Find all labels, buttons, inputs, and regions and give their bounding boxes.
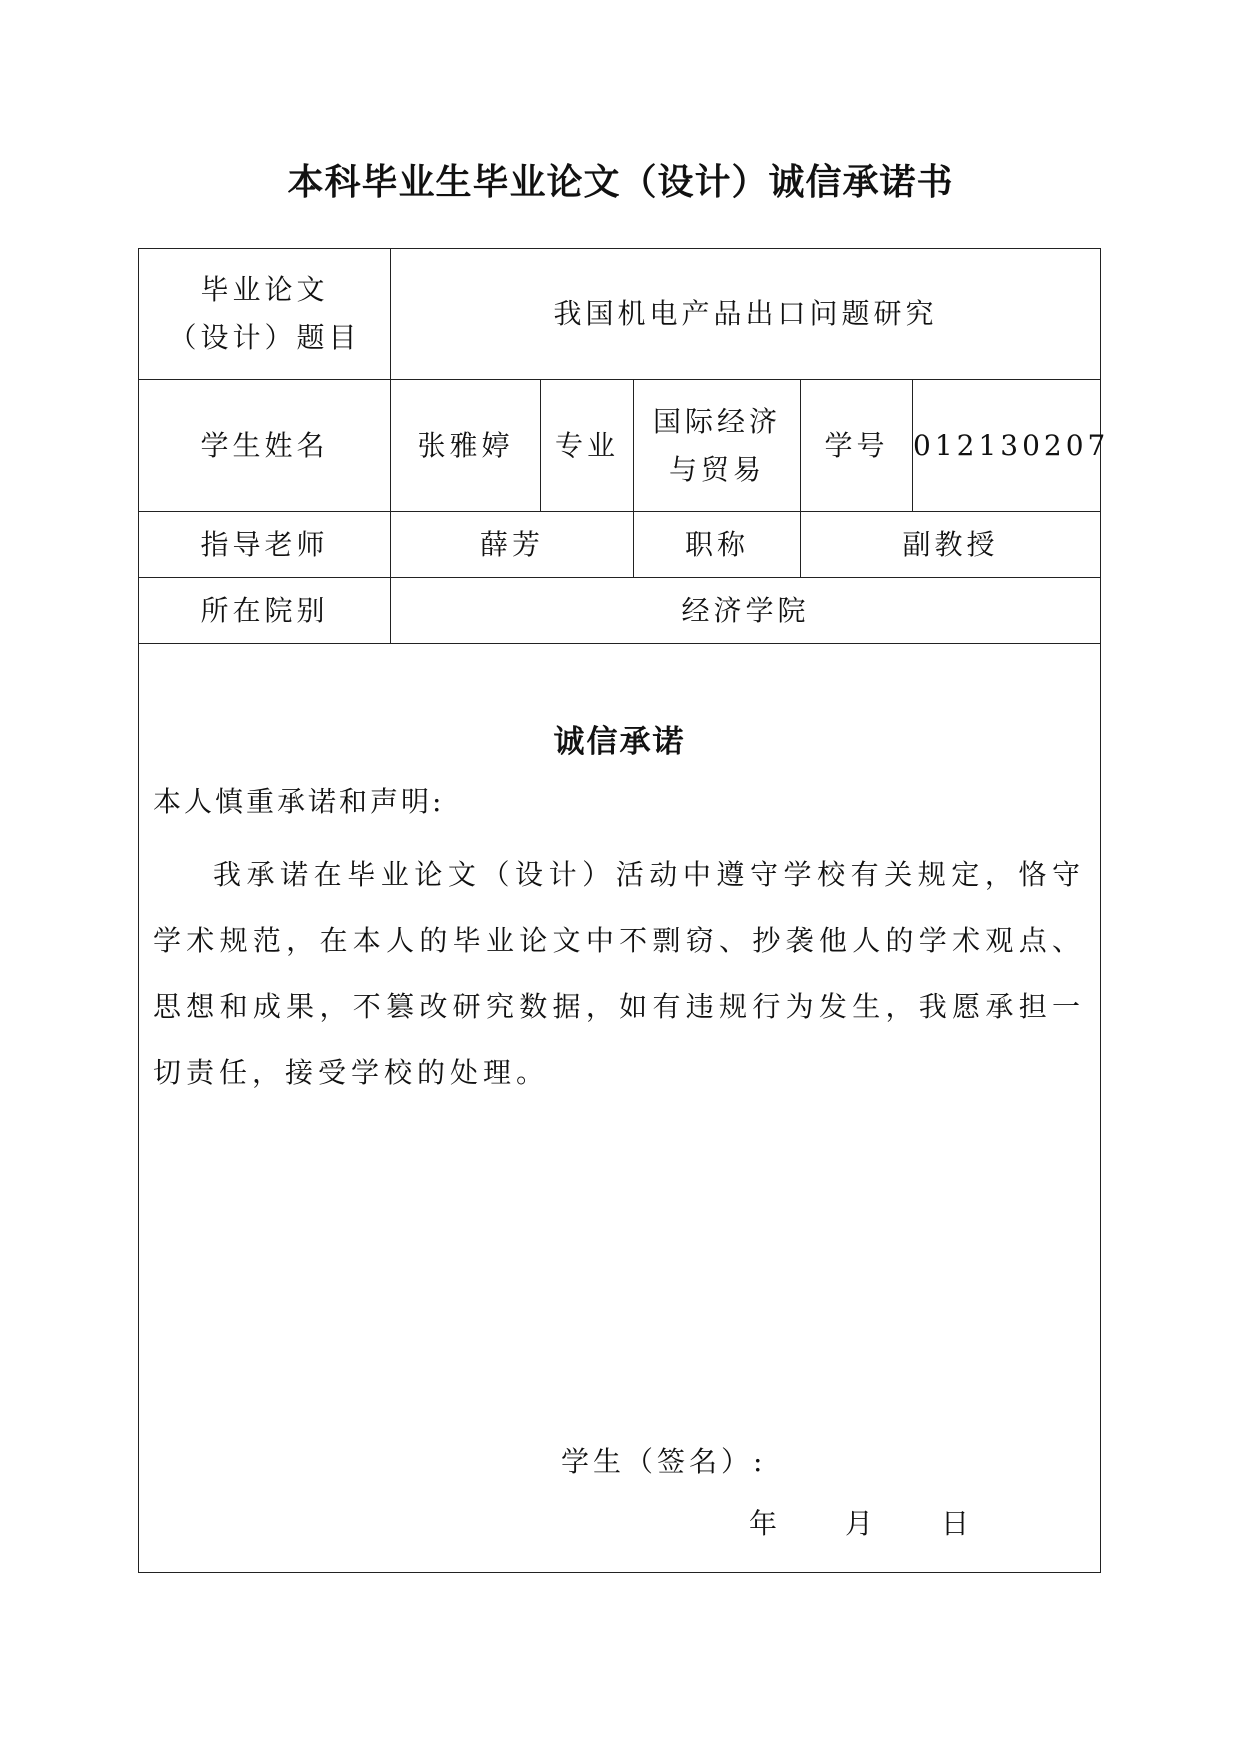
advisor-row [139, 512, 1101, 578]
rank-label: 职称 [634, 512, 801, 578]
major-value-cell [634, 380, 801, 512]
pledge-intro: 本人慎重承诺和声明: [153, 785, 445, 818]
document-title: 本科毕业生毕业论文（设计）诚信承诺书 [287, 162, 954, 203]
signature-label: 学生（签名）: [561, 1445, 767, 1478]
thesis-title-label-line1: 毕业论文 [200, 273, 329, 307]
advisor-label: 指导老师 [139, 512, 391, 578]
student-id-value: 012130207 [913, 380, 1101, 512]
info-table [138, 248, 1110, 1573]
thesis-title-value: 我国机电产品出口问题研究 [391, 249, 1101, 380]
thesis-title-label-line2: （设计）题目 [168, 321, 361, 354]
college-label: 所在院别 [139, 578, 391, 644]
pledge-box [139, 644, 1100, 1572]
date-year-label: 年 [749, 1507, 782, 1540]
pledge-heading: 诚信承诺 [553, 724, 686, 760]
major-value-line2: 与贸易 [668, 452, 765, 486]
date-month-label: 月 [845, 1507, 878, 1540]
pledge-cell [139, 644, 1101, 1573]
major-label: 专业 [541, 380, 634, 512]
pledge-body: 我承诺在毕业论文（设计）活动中遵守学校有关规定，恪守学术规范，在本人的毕业论文中不剽窃、抄袭他人的学术观点、思想和成果，不篡改研究数据，如有违规行为发生，我愿承担一切责任，接受学校的处理。 [153, 858, 1085, 1089]
thesis-title-label-cell [139, 249, 391, 380]
college-value: 经济学院 [391, 578, 1101, 644]
college-row [139, 578, 1101, 644]
student-id-label: 学号 [801, 380, 913, 512]
rank-value: 副教授 [801, 512, 1101, 578]
pledge-row [139, 644, 1101, 1573]
date-line [749, 1500, 973, 1548]
thesis-title-row [139, 249, 1101, 380]
advisor-value: 薛芳 [391, 512, 634, 578]
student-name-label: 学生姓名 [139, 380, 391, 512]
major-value-line1: 国际经济 [652, 404, 781, 438]
student-name-value: 张雅婷 [391, 380, 541, 512]
student-row [139, 380, 1101, 512]
date-day-label: 日 [941, 1507, 974, 1540]
